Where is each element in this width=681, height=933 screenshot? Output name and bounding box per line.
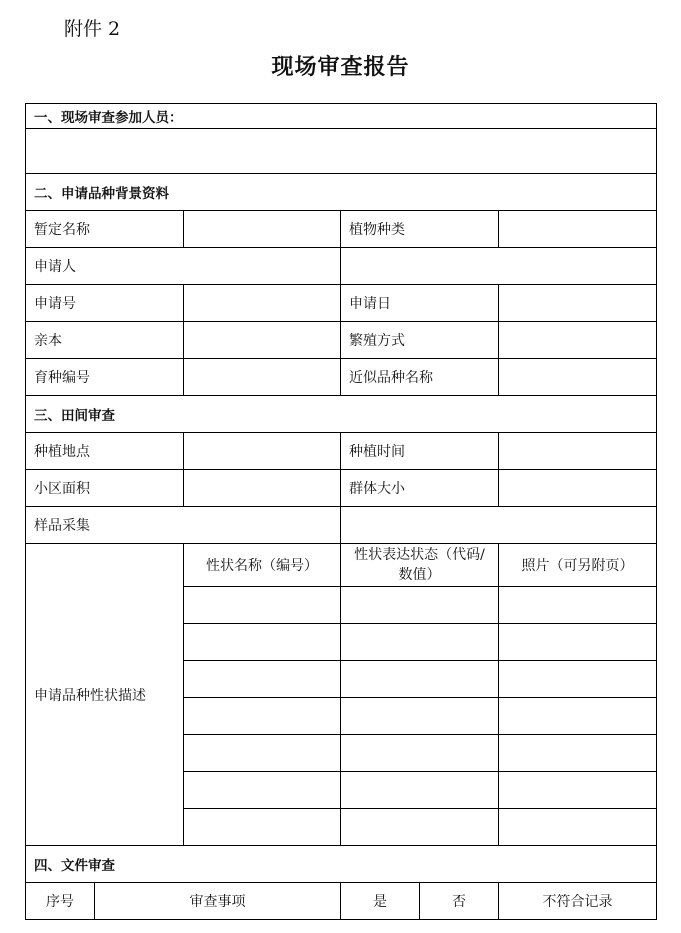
parents-field[interactable] [184,322,341,359]
trait-photo-field[interactable] [499,661,657,698]
participants-field[interactable] [26,129,657,174]
trait-photo-field[interactable] [499,772,657,809]
propagation-label: 繁殖方式 [341,322,499,359]
trait-photo-field[interactable] [499,698,657,735]
col-review-item: 审查事项 [95,883,341,920]
plant-species-field[interactable] [499,211,657,248]
trait-name-field[interactable] [184,698,341,735]
trait-photo-field[interactable] [499,735,657,772]
tentative-name-label: 暂定名称 [26,211,184,248]
attachment-label: 附件 2 [64,18,121,40]
breeding-code-label: 育种编号 [26,359,184,396]
breeding-code-field[interactable] [184,359,341,396]
sampling-label: 样品采集 [26,507,341,544]
col-photo: 照片（可另附页） [499,544,657,587]
trait-name-field[interactable] [184,772,341,809]
trait-name-field[interactable] [184,587,341,624]
tentative-name-field[interactable] [184,211,341,248]
trait-photo-field[interactable] [499,587,657,624]
trait-state-field[interactable] [341,772,499,809]
trait-state-field[interactable] [341,587,499,624]
population-label: 群体大小 [341,470,499,507]
section-participants: 一、现场审查参加人员： [26,104,657,129]
similar-variety-label: 近似品种名称 [341,359,499,396]
application-no-label: 申请号 [26,285,184,322]
trait-name-field[interactable] [184,661,341,698]
trait-state-field[interactable] [341,698,499,735]
trait-photo-field[interactable] [499,624,657,661]
parents-label: 亲本 [26,322,184,359]
section-document-review: 四、文件审查 [26,846,657,883]
location-label: 种植地点 [26,433,184,470]
location-field[interactable] [184,433,341,470]
application-date-field[interactable] [499,285,657,322]
review-report-table [25,103,657,920]
population-field[interactable] [499,470,657,507]
trait-state-field[interactable] [341,809,499,846]
trait-state-field[interactable] [341,735,499,772]
trait-photo-field[interactable] [499,809,657,846]
section-background: 二、申请品种背景资料 [26,174,657,211]
col-no: 否 [420,883,499,920]
similar-variety-field[interactable] [499,359,657,396]
trait-description-label: 申请品种性状描述 [26,544,184,846]
trait-state-field[interactable] [341,661,499,698]
plot-area-label: 小区面积 [26,470,184,507]
trait-state-field[interactable] [341,624,499,661]
trait-name-field[interactable] [184,809,341,846]
trait-name-field[interactable] [184,735,341,772]
col-trait-state: 性状表达状态（代码/数值） [341,544,499,587]
plant-species-label: 植物种类 [341,211,499,248]
col-trait-name: 性状名称（编号） [184,544,341,587]
trait-name-field[interactable] [184,624,341,661]
application-date-label: 申请日 [341,285,499,322]
propagation-field[interactable] [499,322,657,359]
col-serial-no: 序号 [26,883,95,920]
planting-time-label: 种植时间 [341,433,499,470]
sampling-field[interactable] [341,507,657,544]
col-yes: 是 [341,883,420,920]
planting-time-field[interactable] [499,433,657,470]
section-field-review: 三、田间审查 [26,396,657,433]
applicant-label: 申请人 [26,248,341,285]
plot-area-field[interactable] [184,470,341,507]
application-no-field[interactable] [184,285,341,322]
applicant-field[interactable] [341,248,657,285]
col-nonconformity: 不符合记录 [499,883,657,920]
page-title: 现场审查报告 [271,54,410,80]
